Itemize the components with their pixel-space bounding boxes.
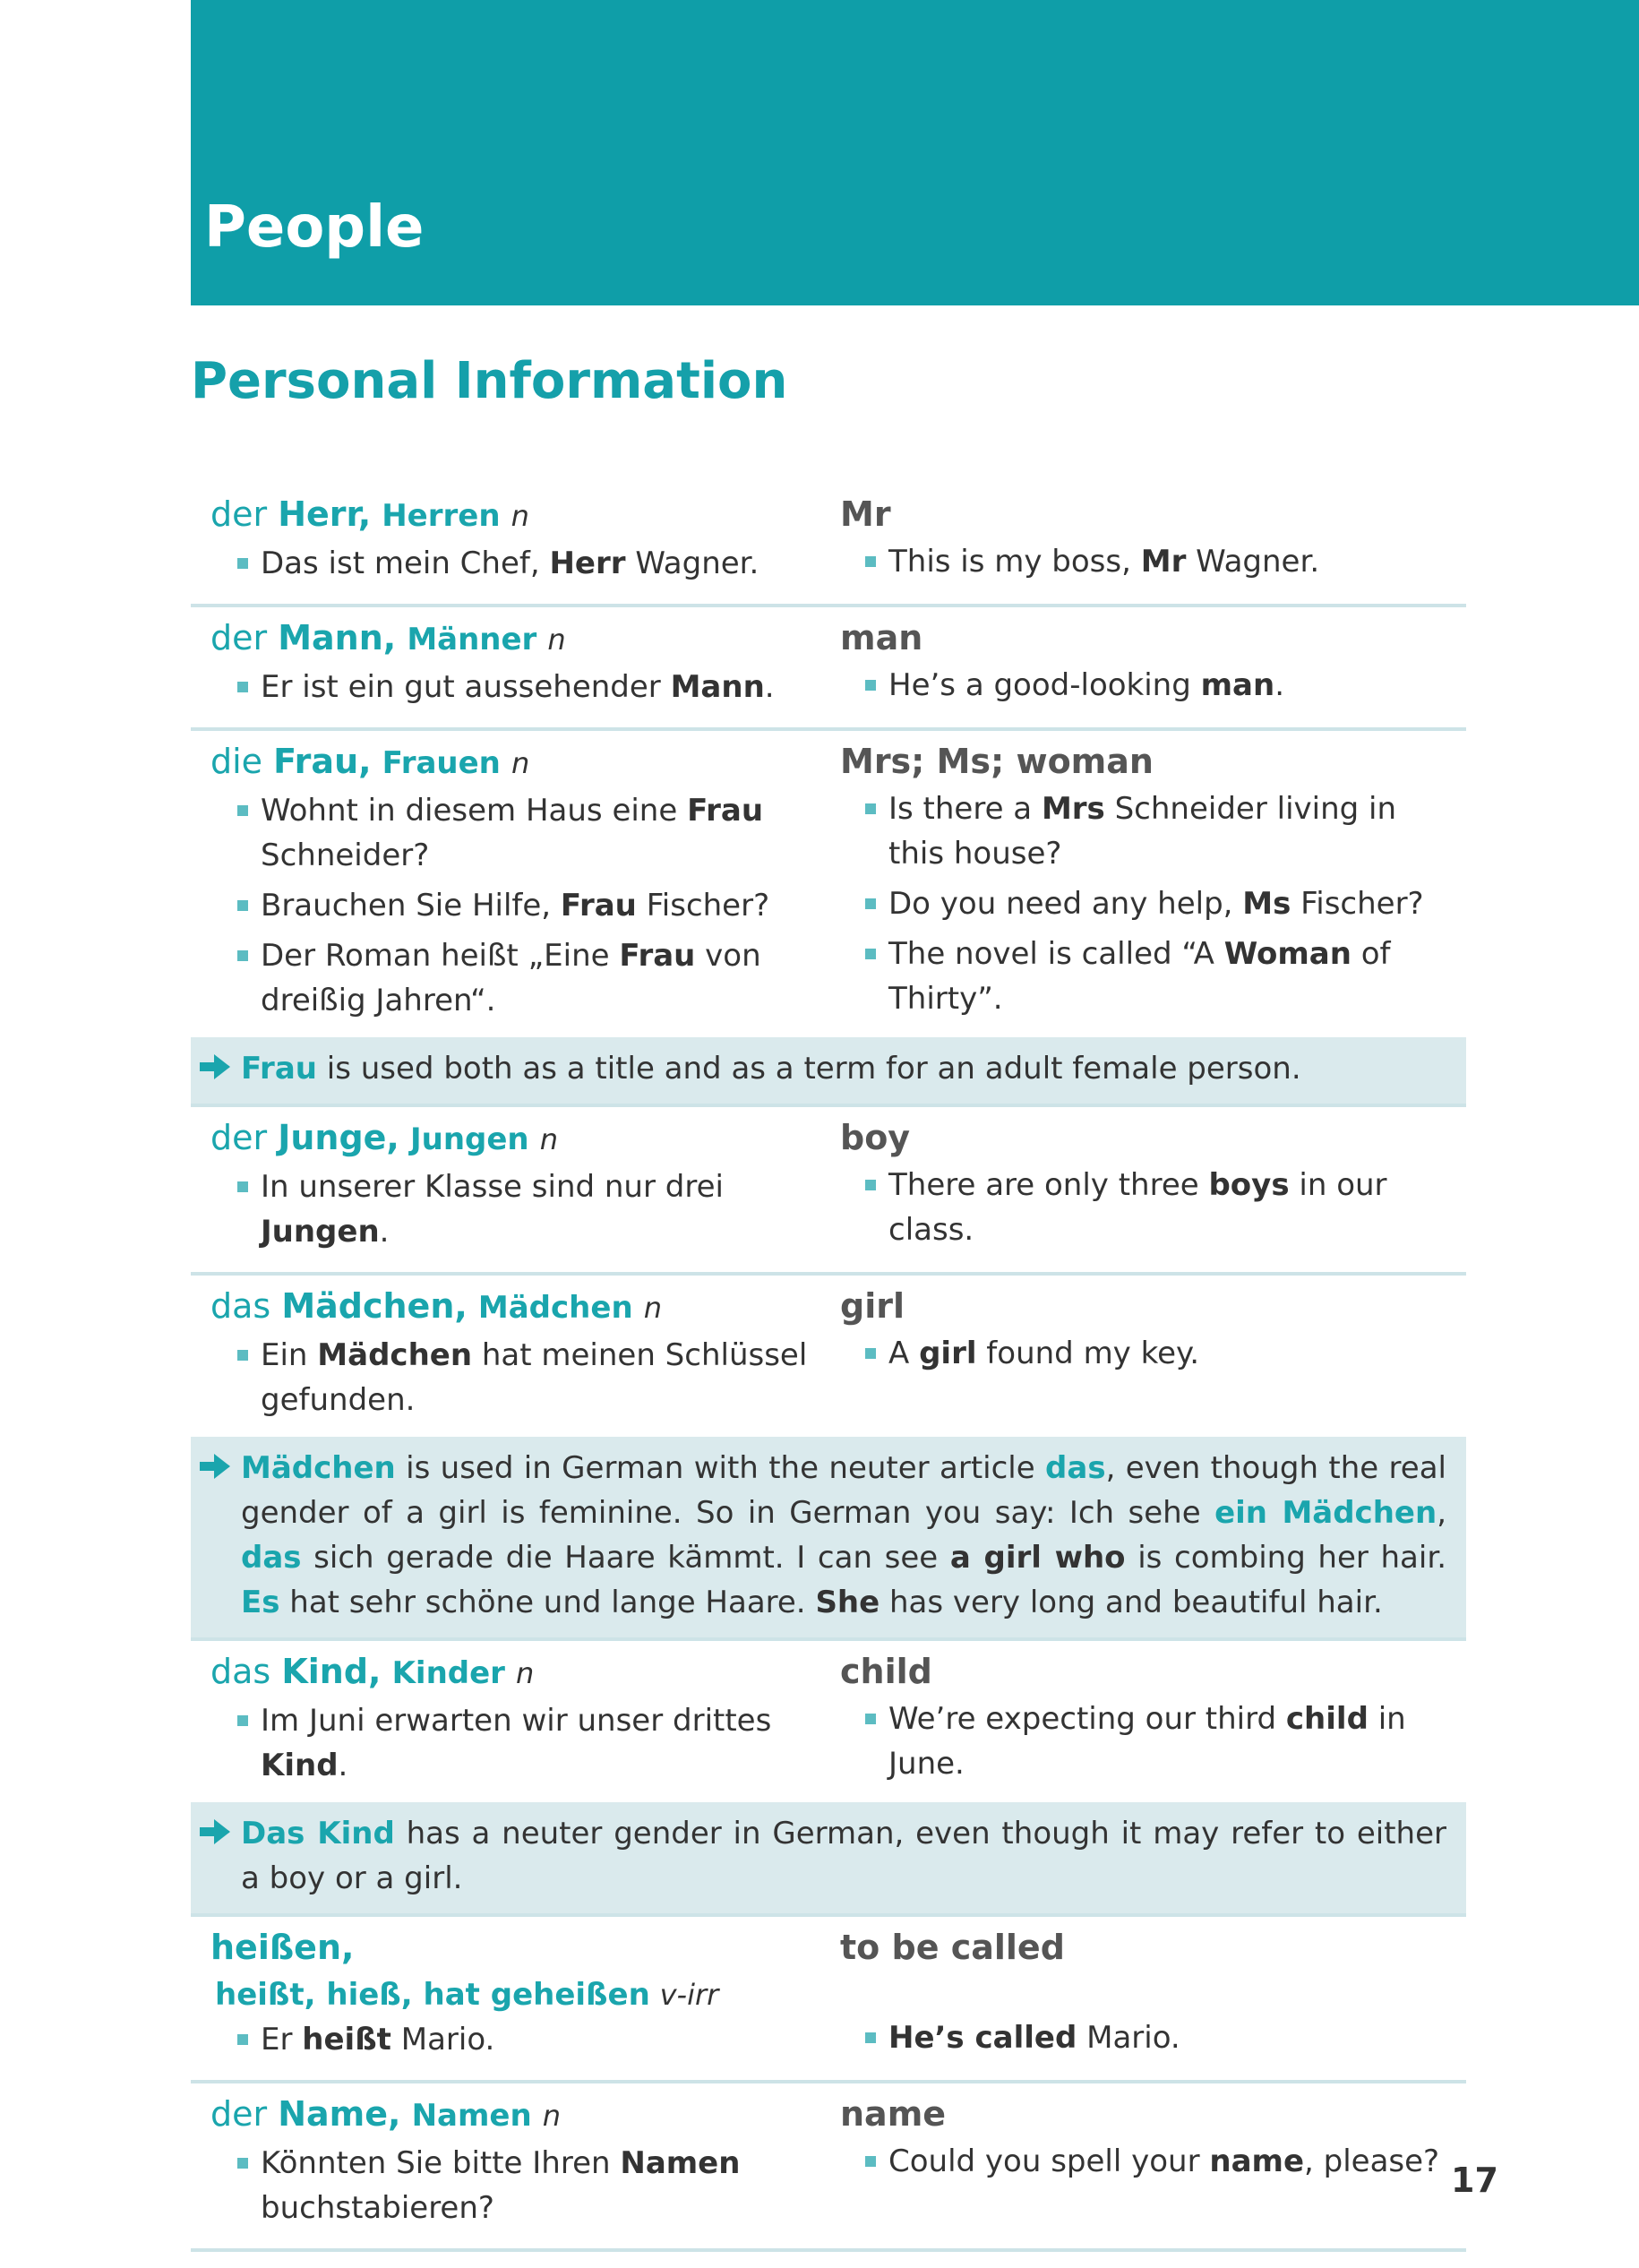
arrow-right-icon xyxy=(200,1454,230,1479)
plural-form: Männer xyxy=(407,622,537,657)
headword xyxy=(210,736,840,788)
lemma: Name, xyxy=(278,2094,401,2134)
german-column xyxy=(191,1646,840,1793)
headword xyxy=(210,1922,840,1972)
usage-note-frau xyxy=(191,1037,1466,1107)
highlighted-term: ein Mädchen xyxy=(1214,1495,1437,1531)
plural-form: Kinder xyxy=(391,1655,505,1691)
part-of-speech: n xyxy=(643,1291,663,1325)
highlighted-term: Frau xyxy=(241,1051,317,1087)
chapter-banner xyxy=(191,0,1639,305)
arrow-right-icon xyxy=(200,1054,230,1079)
part-of-speech: n xyxy=(511,499,529,533)
plural-form: Mädchen xyxy=(477,1290,633,1326)
example-de: Brauchen Sie Hilfe, Frau Fischer? xyxy=(210,883,840,928)
example-en: Could you spell your name, please? xyxy=(840,2139,1457,2184)
part-of-speech: n xyxy=(539,1122,559,1156)
example-de: Das ist mein Chef, Herr Wagner. xyxy=(210,541,840,586)
translation: Mrs; Ms; woman xyxy=(840,742,1154,781)
translation: man xyxy=(840,618,923,657)
example-en: The novel is called “A Woman of Thirty”. xyxy=(840,932,1457,1021)
german-column xyxy=(191,1281,840,1428)
chapter-title: People xyxy=(204,194,425,261)
lemma: heißen, xyxy=(210,1928,355,1967)
entry-junge xyxy=(191,1107,1466,1276)
section-title: Personal Information xyxy=(191,352,788,410)
plural-form: Namen xyxy=(411,2098,532,2134)
note-segment: is combing her hair. xyxy=(1125,1540,1447,1576)
plural-form: Jungen xyxy=(409,1121,529,1157)
english-column xyxy=(840,1646,1466,1793)
english-column xyxy=(840,736,1466,1028)
note-segment: hat sehr schöne und lange Haare. xyxy=(279,1585,816,1620)
note-text xyxy=(241,1816,1446,1896)
note-segment: , even though the real gender of a girl is feminine. So in German you say: Ich sehe xyxy=(241,1450,1446,1531)
verb-forms: heißt, hieß, hat geheißen xyxy=(215,1977,650,2013)
article: der xyxy=(210,494,268,534)
highlighted-term: das xyxy=(241,1540,302,1576)
english-column xyxy=(840,613,1466,715)
part-of-speech: n xyxy=(511,746,530,780)
translation: boy xyxy=(840,1118,911,1157)
example-en: Do you need any help, Ms Fischer? xyxy=(840,881,1457,926)
german-column xyxy=(191,1922,840,2067)
part-of-speech: n xyxy=(516,1656,535,1690)
part-of-speech: n xyxy=(542,2099,562,2133)
entry-herr xyxy=(191,484,1466,607)
plural-form: Frauen xyxy=(382,745,501,781)
note-segment: is used in German with the neuter article xyxy=(395,1450,1046,1486)
headword xyxy=(210,1281,840,1333)
entry-maedchen xyxy=(191,1276,1466,1440)
note-segment: has a neuter gender in German, even though it may refer to either a boy or a girl. xyxy=(241,1816,1446,1896)
translation: name xyxy=(840,2094,947,2134)
part-of-speech: v-irr xyxy=(659,1978,719,2012)
highlighted-term: Mädchen xyxy=(241,1450,396,1486)
highlighted-term: das xyxy=(1045,1450,1106,1486)
article: der xyxy=(210,1118,268,1157)
example-en: This is my boss, Mr Wagner. xyxy=(840,539,1457,584)
translation: Mr xyxy=(840,494,891,534)
note-segment: , xyxy=(1437,1495,1446,1531)
translation: child xyxy=(840,1652,932,1691)
headword xyxy=(210,1646,840,1698)
highlighted-term: Es xyxy=(241,1585,280,1620)
note-segment: is used both as a title and as a term for an adult female person. xyxy=(316,1051,1301,1087)
entry-frau xyxy=(191,731,1466,1041)
vocabulary-list xyxy=(191,484,1466,2252)
english-column xyxy=(840,489,1466,591)
example-de: Er ist ein gut aussehender Mann. xyxy=(210,665,840,709)
article: der xyxy=(210,618,268,657)
article: das xyxy=(210,1652,271,1691)
english-column xyxy=(840,1113,1466,1259)
verb-forms-line xyxy=(210,1972,840,2017)
english-column xyxy=(840,1922,1466,2067)
note-segment: a girl who xyxy=(949,1540,1126,1576)
english-column xyxy=(840,2089,1466,2236)
translation: girl xyxy=(840,1286,905,1326)
example-de: In unserer Klasse sind nur drei Jungen. xyxy=(210,1164,840,1254)
note-segment: She xyxy=(815,1585,880,1620)
german-column xyxy=(191,489,840,591)
note-text xyxy=(241,1450,1446,1620)
note-segment: has very long and beautiful hair. xyxy=(880,1585,1383,1620)
plural-form: Herren xyxy=(382,498,501,534)
note-text xyxy=(241,1051,1301,1087)
article: die xyxy=(210,742,263,781)
headword xyxy=(210,489,840,541)
headword xyxy=(210,1113,840,1164)
example-en: A girl found my key. xyxy=(840,1331,1457,1376)
german-column xyxy=(191,613,840,715)
example-en: He’s a good-looking man. xyxy=(840,663,1457,708)
translation: to be called xyxy=(840,1928,1065,1967)
example-en: Is there a Mrs Schneider living in this house? xyxy=(840,786,1457,876)
lemma: Mädchen, xyxy=(281,1286,468,1326)
example-en: We’re expecting our third child in June. xyxy=(840,1697,1457,1786)
entry-kind xyxy=(191,1641,1466,1806)
english-column xyxy=(840,1281,1466,1428)
example-de: Wohnt in diesem Haus eine Frau Schneider? xyxy=(210,788,840,878)
example-en: There are only three boys in our class. xyxy=(840,1163,1457,1252)
lemma: Frau, xyxy=(273,742,372,781)
arrow-right-icon xyxy=(200,1819,230,1844)
lemma: Junge, xyxy=(278,1118,399,1157)
usage-note-maedchen xyxy=(191,1437,1466,1641)
page-number: 17 xyxy=(1451,2161,1498,2200)
example-de: Ein Mädchen hat meinen Schlüssel gefunden. xyxy=(210,1333,840,1422)
example-de: Im Juni erwarten wir unser drittes Kind. xyxy=(210,1698,840,1788)
german-column xyxy=(191,2089,840,2236)
example-de: Könnten Sie bitte Ihren Namen buchstabieren? xyxy=(210,2141,840,2230)
entry-heissen xyxy=(191,1917,1466,2083)
example-en: He’s called Mario. xyxy=(840,2015,1457,2060)
german-column xyxy=(191,736,840,1028)
lemma: Kind, xyxy=(281,1652,382,1691)
part-of-speech: n xyxy=(547,623,566,657)
note-segment: sich gerade die Haare kämmt. I can see xyxy=(301,1540,950,1576)
german-column xyxy=(191,1113,840,1259)
usage-note-kind xyxy=(191,1802,1466,1917)
article: das xyxy=(210,1286,271,1326)
article: der xyxy=(210,2094,268,2134)
entry-name xyxy=(191,2083,1466,2252)
example-de: Er heißt Mario. xyxy=(210,2017,840,2062)
headword xyxy=(210,613,840,665)
example-de: Der Roman heißt „Eine Frau von dreißig Jahren“. xyxy=(210,933,840,1023)
headword xyxy=(210,2089,840,2141)
lemma: Mann, xyxy=(278,618,397,657)
highlighted-term: Das Kind xyxy=(241,1816,395,1851)
entry-mann xyxy=(191,607,1466,731)
lemma: Herr, xyxy=(278,494,372,534)
